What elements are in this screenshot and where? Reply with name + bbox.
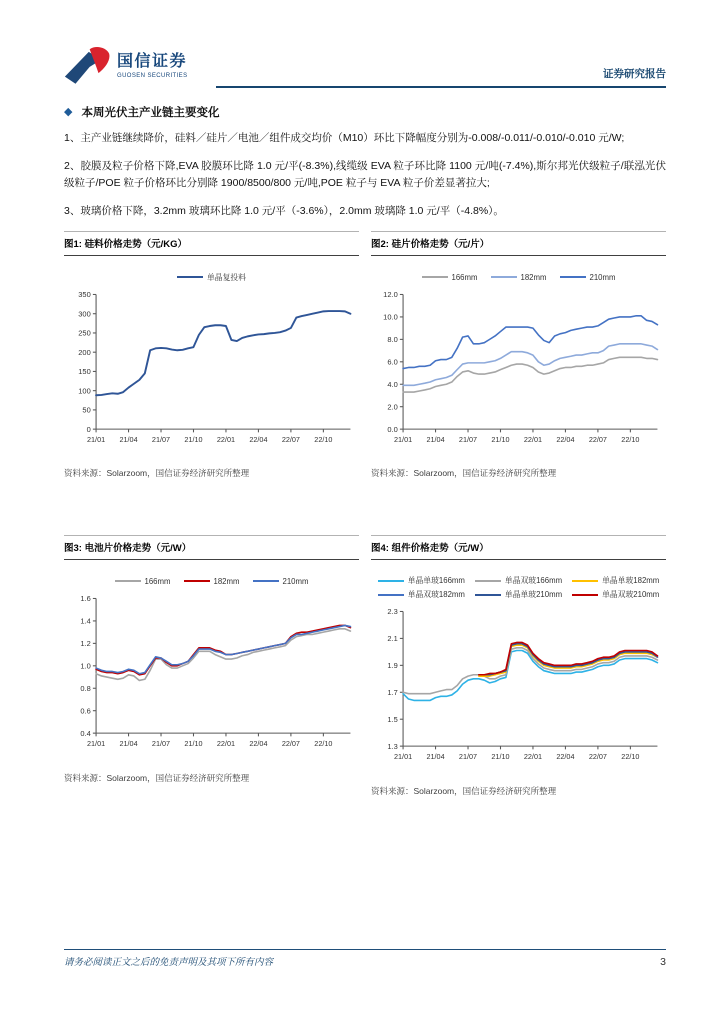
svg-text:22/07: 22/07 bbox=[281, 435, 300, 445]
brand-name-en: GUOSEN SECURITIES bbox=[117, 72, 188, 79]
svg-text:22/04: 22/04 bbox=[249, 435, 268, 445]
legend-swatch bbox=[572, 580, 598, 582]
brand-text bbox=[117, 53, 187, 79]
svg-text:100: 100 bbox=[78, 386, 91, 396]
svg-text:1.2: 1.2 bbox=[80, 639, 91, 649]
legend-item bbox=[184, 575, 240, 587]
svg-text:22/04: 22/04 bbox=[249, 739, 268, 749]
legend-label: 单晶复投料 bbox=[207, 272, 246, 282]
brand-name-cn: 国信证券 bbox=[117, 53, 188, 71]
svg-text:0: 0 bbox=[86, 424, 91, 434]
chart-legend bbox=[371, 271, 666, 283]
svg-text:22/01: 22/01 bbox=[216, 739, 236, 749]
legend-label: 单晶双玻210mm bbox=[602, 590, 660, 600]
paragraph-1: 1、主产业链继续降价，硅料／硅片／电池／组件成交均价（M10）环比下降幅度分别为-0.008/-0.011/-0.010/-0.010 元/W; bbox=[64, 132, 625, 144]
legend-label: 182mm bbox=[213, 576, 240, 586]
chart-module-price bbox=[371, 535, 666, 796]
chart-source: 资料来源：Solarzoom，国信证券经济研究所整理 bbox=[64, 468, 250, 479]
svg-text:2.1: 2.1 bbox=[387, 634, 398, 644]
svg-text:22/04: 22/04 bbox=[556, 752, 575, 762]
svg-text:21/10: 21/10 bbox=[184, 435, 203, 445]
svg-text:21/07: 21/07 bbox=[458, 752, 478, 762]
chart-title: 图1: 硅料价格走势（元/KG） bbox=[64, 231, 359, 256]
legend-item bbox=[378, 589, 465, 600]
svg-text:350: 350 bbox=[78, 290, 91, 300]
legend-label: 单晶单玻210mm bbox=[504, 590, 563, 600]
svg-text:21/04: 21/04 bbox=[426, 752, 445, 762]
legend-swatch bbox=[422, 276, 448, 278]
line-chart bbox=[64, 591, 359, 751]
chart-source: 资料来源：Solarzoom，国信证券经济研究所整理 bbox=[64, 772, 250, 783]
svg-text:12.0: 12.0 bbox=[383, 290, 398, 300]
chart-title: 图3: 电池片价格走势（元/W） bbox=[64, 535, 359, 560]
section-heading bbox=[64, 104, 666, 120]
svg-text:21/10: 21/10 bbox=[184, 739, 203, 749]
svg-text:21/07: 21/07 bbox=[151, 739, 171, 749]
page-footer bbox=[64, 949, 666, 968]
svg-text:150: 150 bbox=[78, 367, 91, 377]
chart-title: 图2: 硅片价格走势（元/片） bbox=[371, 231, 666, 256]
svg-text:8.0: 8.0 bbox=[387, 335, 398, 345]
legend-label: 166mm bbox=[451, 272, 478, 282]
chart-legend bbox=[64, 575, 359, 587]
diamond-bullet-icon: ◆ bbox=[64, 105, 73, 118]
legend-item bbox=[422, 271, 478, 283]
svg-text:21/04: 21/04 bbox=[119, 435, 138, 445]
charts-grid bbox=[64, 231, 666, 797]
svg-text:1.3: 1.3 bbox=[387, 742, 398, 752]
svg-text:0.8: 0.8 bbox=[80, 684, 91, 694]
chart-source: 资料来源：Solarzoom，国信证券经济研究所整理 bbox=[371, 785, 557, 796]
svg-text:50: 50 bbox=[82, 405, 91, 415]
legend-item bbox=[560, 271, 616, 283]
svg-text:1.0: 1.0 bbox=[80, 661, 91, 671]
legend-label: 210mm bbox=[589, 272, 616, 282]
page-header bbox=[64, 46, 666, 88]
legend-swatch bbox=[475, 580, 501, 582]
paragraph-2: 2、胶膜及粒子价格下降,EVA 胶膜环比降 1.0 元/平(-8.3%),线缆级 EVA 粒子环比降 1100 元/吨(-7.4%),斯尔邦光伏级粒子/联泓光伏级粒子/POE 粒子价格环比分别降 1900/8500/800 元/吨,POE 粒子与 EVA 粒子价差显著拉大; bbox=[64, 160, 666, 189]
svg-text:1.7: 1.7 bbox=[387, 688, 398, 698]
svg-text:22/10: 22/10 bbox=[314, 739, 333, 749]
chart-title: 图4: 组件价格走势（元/W） bbox=[371, 535, 666, 560]
svg-text:1.6: 1.6 bbox=[80, 594, 91, 604]
guosen-logo-icon bbox=[64, 46, 110, 86]
legend-label: 单晶单玻166mm bbox=[407, 576, 465, 586]
svg-text:21/07: 21/07 bbox=[151, 435, 171, 445]
legend-swatch bbox=[115, 580, 141, 582]
chart-legend bbox=[64, 271, 359, 283]
legend-swatch bbox=[491, 276, 517, 278]
legend-swatch bbox=[177, 276, 203, 278]
svg-text:6.0: 6.0 bbox=[387, 357, 398, 367]
svg-text:2.0: 2.0 bbox=[387, 402, 398, 412]
chart-wafer-price bbox=[371, 231, 666, 479]
svg-text:22/01: 22/01 bbox=[523, 752, 543, 762]
svg-text:21/01: 21/01 bbox=[86, 739, 106, 749]
legend-item bbox=[378, 575, 465, 586]
legend-item bbox=[572, 589, 659, 600]
svg-text:10.0: 10.0 bbox=[383, 312, 398, 322]
svg-text:22/04: 22/04 bbox=[556, 435, 575, 445]
svg-text:22/07: 22/07 bbox=[588, 435, 607, 445]
legend-label: 182mm bbox=[520, 272, 547, 282]
legend-item bbox=[475, 589, 562, 600]
svg-text:4.0: 4.0 bbox=[387, 379, 398, 389]
page-number: 3 bbox=[660, 956, 666, 968]
legend-label: 单晶双玻182mm bbox=[407, 590, 465, 600]
svg-text:1.4: 1.4 bbox=[80, 616, 91, 626]
legend-swatch bbox=[253, 580, 279, 582]
svg-text:300: 300 bbox=[78, 309, 91, 319]
line-chart bbox=[64, 287, 359, 447]
svg-text:0.6: 0.6 bbox=[80, 706, 91, 716]
report-type-label: 证券研究报告 bbox=[216, 66, 666, 88]
legend-item bbox=[115, 575, 171, 587]
svg-text:0.4: 0.4 bbox=[80, 729, 91, 739]
svg-text:21/01: 21/01 bbox=[393, 435, 413, 445]
svg-text:22/01: 22/01 bbox=[216, 435, 236, 445]
chart-silicon-material-price bbox=[64, 231, 359, 479]
legend-item bbox=[177, 271, 246, 283]
legend-item bbox=[253, 575, 309, 587]
svg-text:21/01: 21/01 bbox=[393, 752, 413, 762]
legend-label: 单晶单玻182mm bbox=[602, 576, 660, 586]
legend-swatch bbox=[560, 276, 586, 278]
svg-text:21/07: 21/07 bbox=[458, 435, 478, 445]
legend-swatch bbox=[184, 580, 210, 582]
legend-label: 单晶双玻166mm bbox=[504, 576, 563, 586]
guosen-logo bbox=[64, 46, 216, 88]
disclaimer-text: 请务必阅读正文之后的免责声明及其项下所有内容 bbox=[64, 957, 274, 968]
legend-swatch bbox=[475, 594, 501, 596]
legend-item bbox=[572, 575, 659, 586]
chart-source: 资料来源：Solarzoom，国信证券经济研究所整理 bbox=[371, 468, 557, 479]
legend-swatch bbox=[378, 594, 404, 596]
svg-text:22/01: 22/01 bbox=[523, 435, 543, 445]
paragraph-3: 3、玻璃价格下降，3.2mm 玻璃环比降 1.0 元/平（-3.6%），2.0mm 玻璃降 1.0 元/平（-4.8%）。 bbox=[64, 204, 504, 217]
legend-item bbox=[491, 271, 547, 283]
section-heading-text: 本周光伏主产业链主要变化 bbox=[81, 107, 220, 119]
svg-text:200: 200 bbox=[78, 347, 91, 357]
svg-text:22/07: 22/07 bbox=[281, 739, 300, 749]
svg-text:22/07: 22/07 bbox=[588, 752, 607, 762]
svg-text:1.5: 1.5 bbox=[387, 715, 398, 725]
svg-text:22/10: 22/10 bbox=[621, 752, 640, 762]
svg-text:2.3: 2.3 bbox=[387, 607, 398, 617]
line-chart bbox=[371, 604, 666, 764]
svg-text:21/04: 21/04 bbox=[426, 435, 445, 445]
svg-text:250: 250 bbox=[78, 328, 91, 338]
legend-item bbox=[475, 575, 562, 586]
legend-label: 166mm bbox=[144, 576, 171, 586]
svg-text:21/10: 21/10 bbox=[491, 752, 510, 762]
legend-label: 210mm bbox=[282, 576, 309, 586]
svg-text:21/01: 21/01 bbox=[86, 435, 106, 445]
svg-text:22/10: 22/10 bbox=[314, 435, 333, 445]
summary-paragraphs bbox=[64, 130, 666, 219]
legend-swatch bbox=[378, 580, 404, 582]
chart-legend bbox=[371, 575, 666, 600]
svg-text:0.0: 0.0 bbox=[387, 424, 398, 434]
line-chart bbox=[371, 287, 666, 447]
svg-text:1.9: 1.9 bbox=[387, 661, 398, 671]
svg-text:21/04: 21/04 bbox=[119, 739, 138, 749]
chart-cell-price bbox=[64, 535, 359, 796]
svg-text:21/10: 21/10 bbox=[491, 435, 510, 445]
svg-text:22/10: 22/10 bbox=[621, 435, 640, 445]
legend-swatch bbox=[572, 594, 598, 596]
